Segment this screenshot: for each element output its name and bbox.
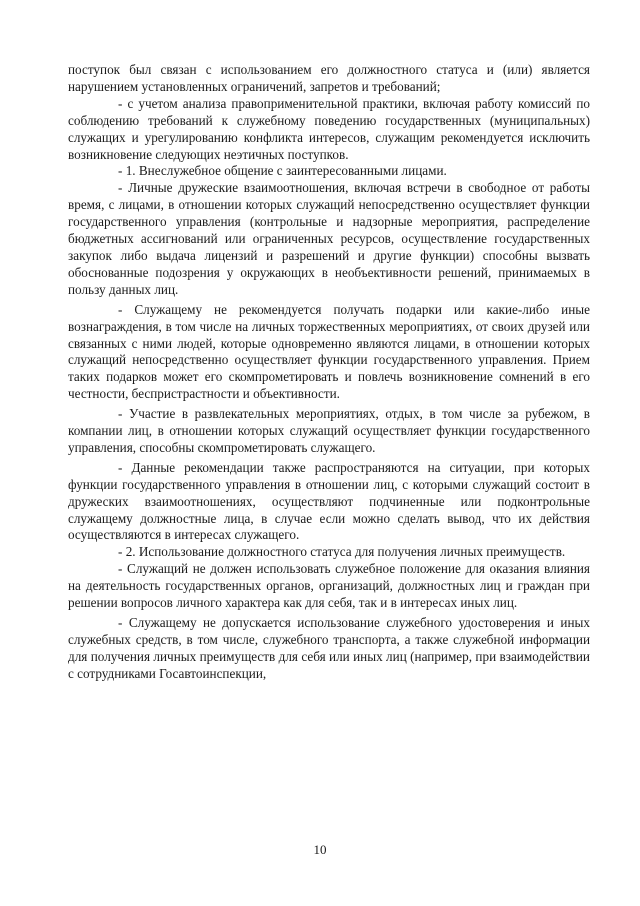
- document-body: [68, 62, 590, 683]
- paragraph: - Служащий не должен использовать служебное положение для оказания влияния на деятельность государственных органов, организаций, должностных лиц и граждан при решении вопросов личного характера как для себя, так и в интересах иных лиц.: [68, 561, 590, 611]
- paragraph: - Служащему не допускается использование служебного удостоверения и иных служебных средств, в том числе, служебного транспорта, а также служебной информации для получения личных преимуществ для себя или иных лиц (например, при взаимодействии с сотрудниками Госавтоинспекции,: [68, 615, 590, 681]
- paragraph: - с учетом анализа правоприменительной практики, включая работу комиссий по соблюдению требований к служебному поведению государственных (муниципальных) служащих и урегулированию конфликта интересов, служащим рекомендуется исключить возникновение следующих неэтичных поступков.: [68, 95, 590, 162]
- paragraph: поступок был связан с использованием его должностного статуса и (или) является нарушением установленных ограничений, запретов и требований;: [68, 62, 590, 94]
- paragraph: - 2. Использование должностного статуса для получения личных преимуществ.: [118, 544, 566, 560]
- paragraph: - Служащему не рекомендуется получать подарки или какие-либо иные вознаграждения, в том числе на личных торжественных мероприятиях, от своих друзей или связанных с ними людей, которые одновременно являются лицами, в отношении которых служащий непосредственно осуществляет функции государственного управления. Прием таких подарков может его скомпрометировать и повлечь возникновение сомнений в его честности, беспристрастности и объективности.: [68, 301, 590, 402]
- paragraph: - 1. Внеслужебное общение с заинтересованными лицами.: [118, 163, 447, 179]
- paragraph: - Участие в развлекательных мероприятиях, отдых, в том числе за рубежом, в компании лиц, в отношении которых служащий осуществляет функции государственного управления, способны скомпрометировать служащего.: [68, 406, 590, 455]
- page-number: 10: [313, 842, 327, 857]
- paragraph: - Личные дружеские взаимоотношения, включая встречи в свободное от работы время, с лицами, в отношении которых служащий непосредственно осуществляет функции государственного управления (контрольные и надзорные мероприятия, распределение бюджетных ассигнований или ограниченных ресурсов, осуществление государственных закупок либо выдача лицензий и разрешений и другие функции) способны вызвать обоснованные подозрения у окружающих в необъективности решений, принимаемых в пользу данных лиц.: [68, 180, 590, 297]
- paragraph: - Данные рекомендации также распространяются на ситуации, при которых функции государственного управления в отношении лиц, с которыми служащий состоит в дружеских взаимоотношениях, осуществляют подчиненные или подконтрольные служащему должностные лица, в случае если можно сделать вывод, что их действия осуществляются в интересах служащего.: [68, 459, 590, 543]
